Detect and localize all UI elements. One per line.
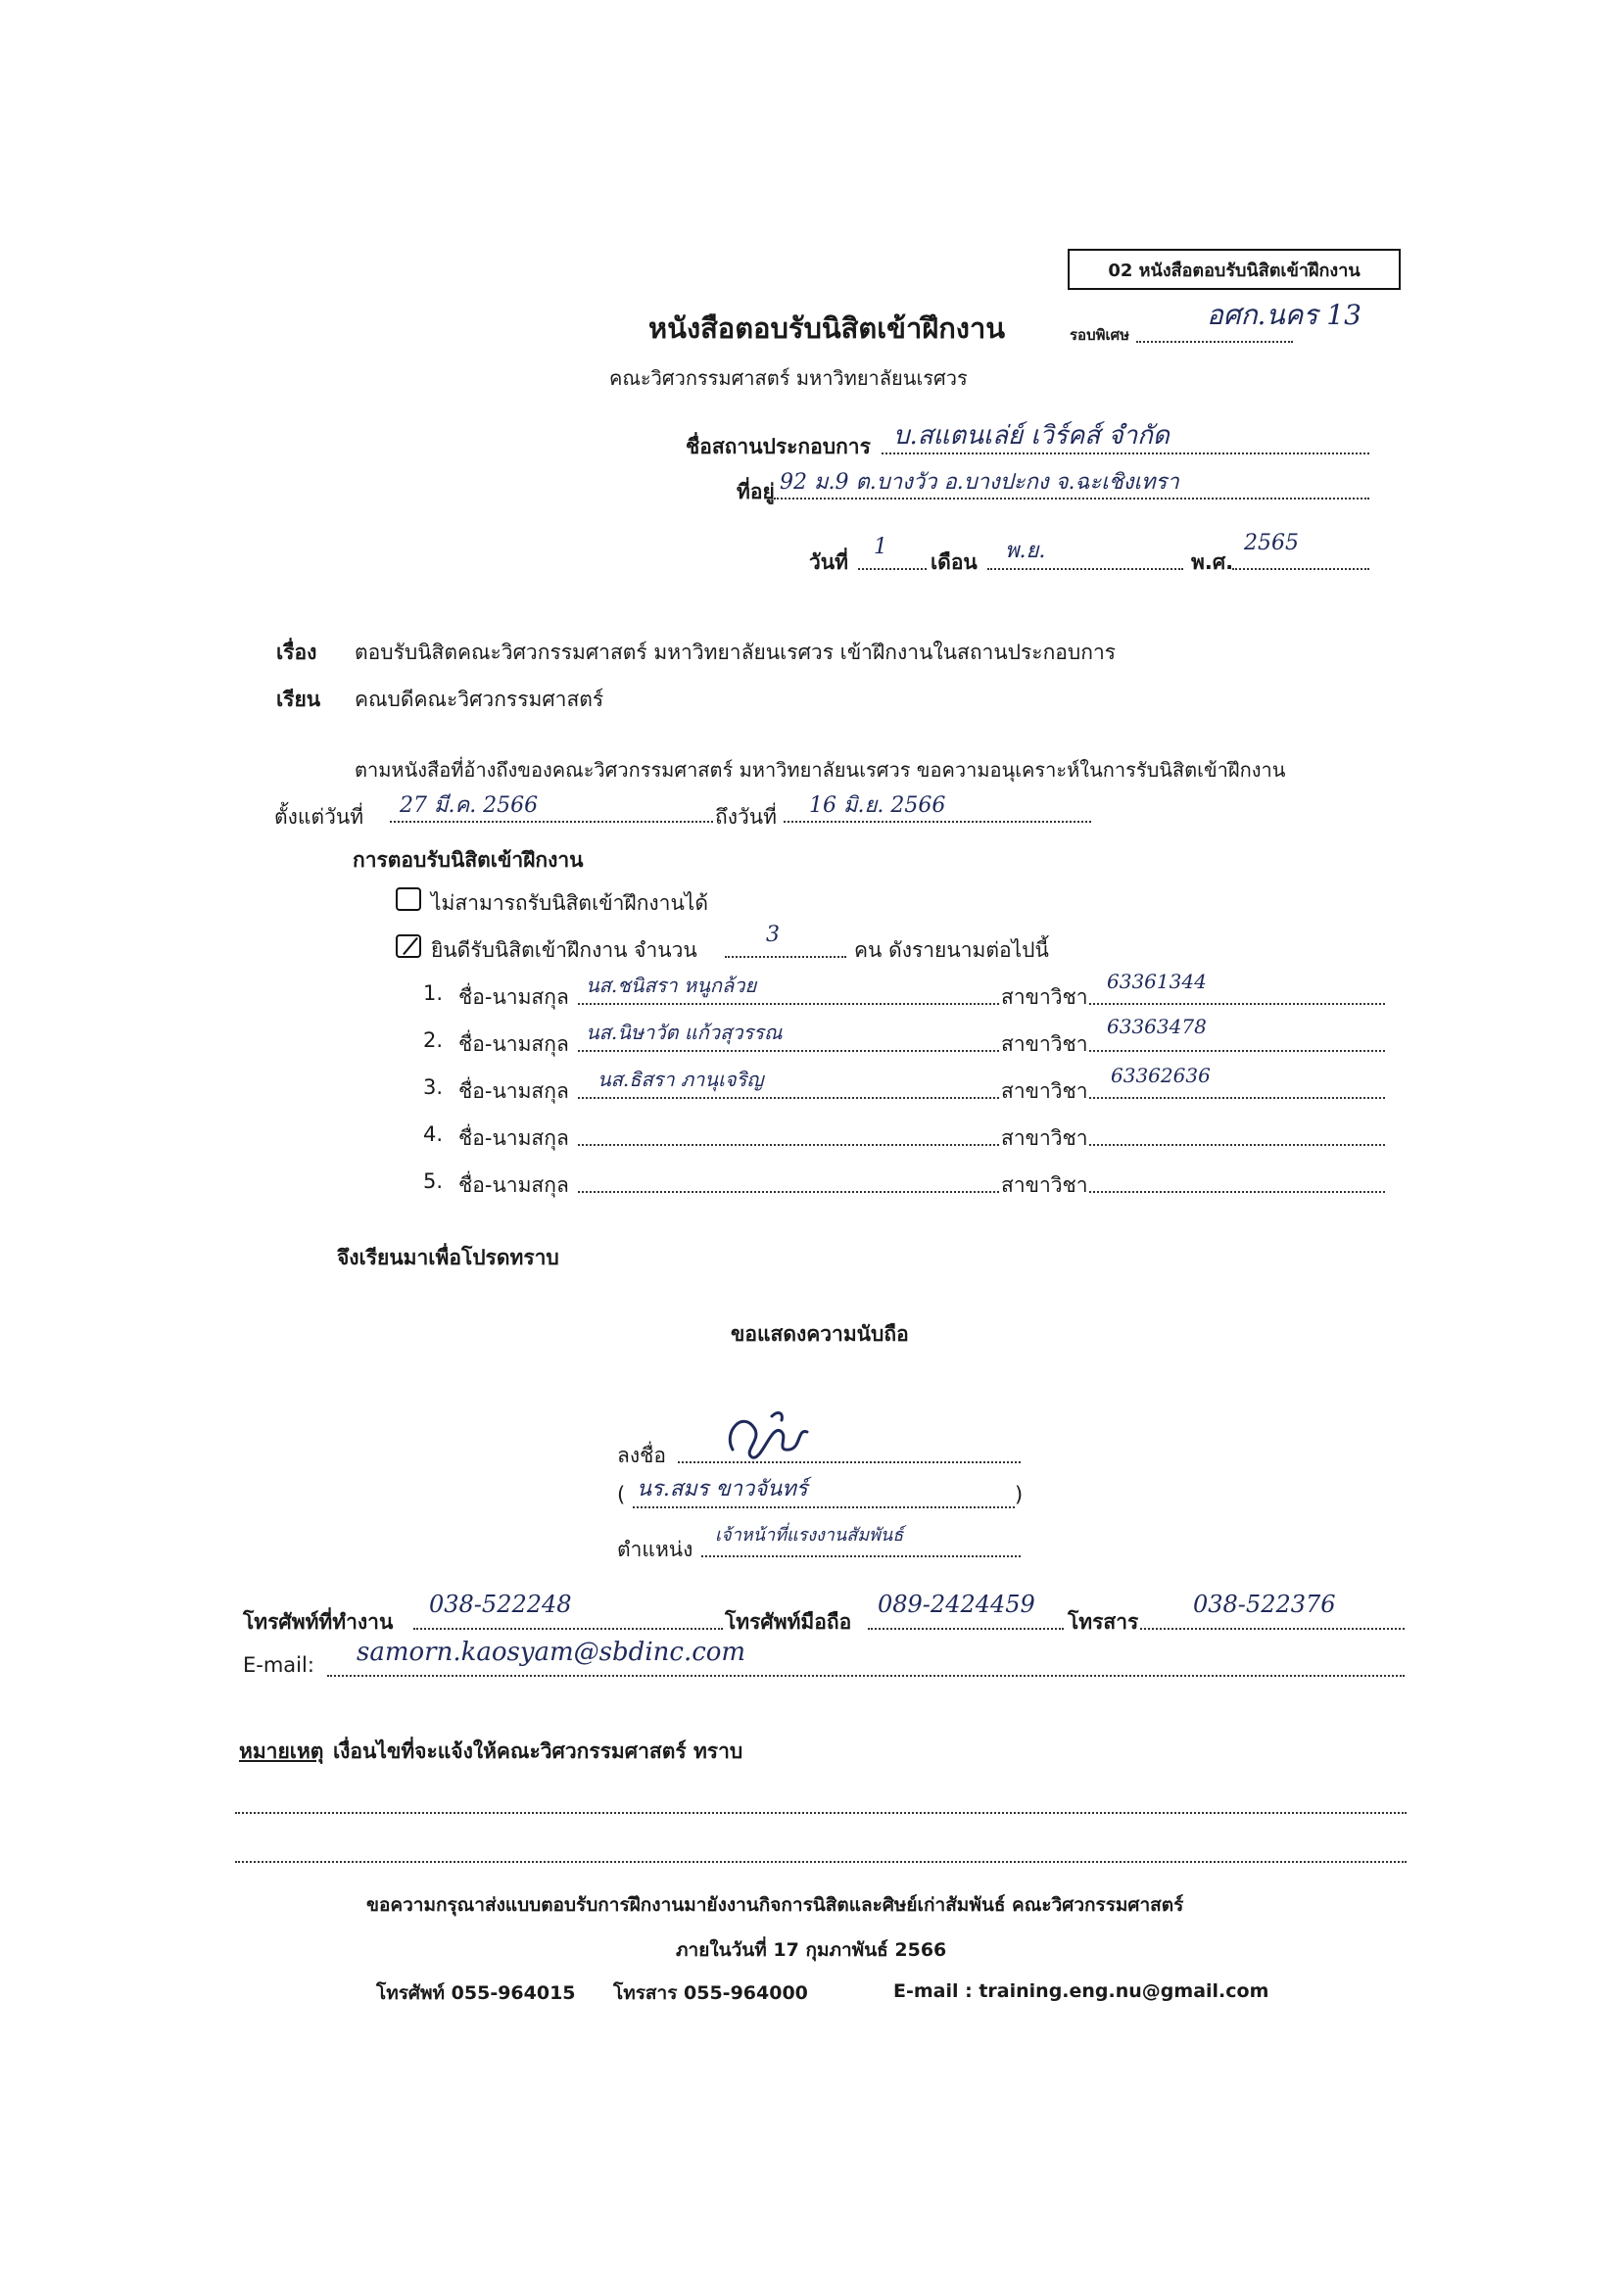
regards-text: ขอแสดงความนับถือ (731, 1322, 909, 1346)
accept-checkbox[interactable] (396, 934, 421, 958)
student-major-value: 63363478 (1107, 1015, 1207, 1038)
form-code-badge: 02 หนังสือตอบรับนิสิตเข้าฝึกงาน (1068, 249, 1401, 290)
sign-label: ลงชื่อ (617, 1444, 666, 1467)
period-to-label: ถึงวันที่ (715, 805, 777, 829)
reject-checkbox[interactable] (396, 887, 421, 911)
fax-value: 038-522376 (1193, 1591, 1336, 1618)
date-year-label: พ.ศ. (1191, 550, 1234, 574)
date-day-label: วันที่ (809, 550, 848, 574)
company-name-label: ชื่อสถานประกอบการ (686, 435, 871, 458)
student-name-label: ชื่อ-นามสกุล (458, 1173, 569, 1197)
student-name-label: ชื่อ-นามสกุล (458, 1079, 569, 1103)
student-name-value: นส.ชนิสรา หนูกล้วย (586, 974, 757, 997)
footer-line-2: ภายในวันที่ 17 กุมภาพันธ์ 2566 (676, 1939, 947, 1961)
period-from-label: ตั้งแต่วันที่ (274, 805, 364, 829)
student-major-label: สาขาวิชา (1001, 1126, 1088, 1150)
period-to-value: 16 มิ.ย. 2566 (809, 793, 946, 818)
office-phone-label: โทรศัพท์ที่ทำงาน (243, 1610, 394, 1634)
date-month-value: พ.ย. (1005, 539, 1046, 563)
date-day-dotline (858, 568, 927, 570)
office-phone-value: 038-522248 (429, 1591, 572, 1618)
student-no: 5. (423, 1169, 444, 1193)
position-label: ตำแหน่ง (617, 1538, 693, 1561)
student-name-value: นส.ธิสรา ภานุเจริญ (597, 1068, 764, 1091)
student-major-label: สาขาวิชา (1001, 1079, 1088, 1103)
ref-label: รอบพิเศษ (1070, 326, 1130, 344)
email-dotline (327, 1675, 1405, 1677)
student-major-dotline (1089, 1050, 1385, 1052)
student-major-label: สาขาวิชา (1001, 1032, 1088, 1056)
footer-phone: โทรศัพท์ 055-964015 (376, 1982, 576, 2004)
response-heading: การตอบรับนิสิตเข้าฝึกงาน (353, 848, 584, 872)
page-title: หนังสือตอบรับนิสิตเข้าฝึกงาน (648, 311, 1006, 345)
accept-count-value: 3 (766, 923, 780, 947)
position-dotline (701, 1555, 1021, 1557)
to-text: คณบดีคณะวิศวกรรมศาสตร์ (355, 688, 604, 711)
footer-fax: โทรสาร 055-964000 (613, 1982, 808, 2004)
position-value: เจ้าหน้าที่แรงงานสัมพันธ์ (715, 1525, 904, 1546)
reject-option-label: ไม่สามารถรับนิสิตเข้าฝึกงานได้ (431, 891, 709, 915)
signer-close-paren: ) (1015, 1483, 1024, 1506)
student-no: 2. (423, 1028, 444, 1052)
email-label: E-mail: (243, 1653, 314, 1677)
fax-label: โทรสาร (1068, 1610, 1139, 1634)
ref-dotline (1136, 341, 1293, 343)
student-name-dotline (578, 1097, 999, 1099)
student-no: 4. (423, 1122, 444, 1146)
note-text: เงื่อนไขที่จะแจ้งให้คณะวิศวกรรมศาสตร์ ทราบ (333, 1739, 743, 1763)
to-label: เรียน (276, 688, 321, 711)
date-month-label: เดือน (931, 550, 978, 574)
page-subtitle: คณะวิศวกรรมศาสตร์ มหาวิทยาลัยนเรศวร (609, 366, 968, 390)
accept-count-dotline (725, 956, 846, 958)
footer-line-1: ขอความกรุณาส่งแบบตอบรับการฝึกงานมายังงานกิจการนิสิตและศิษย์เก่าสัมพันธ์ คณะวิศวกรรมศาสตร์ (366, 1894, 1184, 1916)
date-year-dotline (1232, 568, 1369, 570)
student-no: 1. (423, 981, 444, 1005)
period-from-value: 27 มี.ค. 2566 (400, 793, 539, 818)
student-major-dotline (1089, 1191, 1385, 1193)
mobile-value: 089-2424459 (878, 1591, 1035, 1618)
note-label: หมายเหตุ (239, 1739, 324, 1763)
mobile-dotline (868, 1628, 1064, 1630)
email-value: samorn.kaosyam@sbdinc.com (357, 1638, 746, 1667)
signature-image (713, 1403, 821, 1471)
signer-open-paren: ( (617, 1483, 626, 1506)
closing-text: จึงเรียนมาเพื่อโปรดทราบ (337, 1246, 559, 1269)
mobile-label: โทรศัพท์มือถือ (725, 1610, 852, 1634)
student-major-dotline (1089, 1097, 1385, 1099)
student-major-dotline (1089, 1003, 1385, 1005)
student-major-dotline (1089, 1144, 1385, 1146)
body-text: ตามหนังสือที่อ้างถึงของคณะวิศวกรรมศาสตร์ มหาวิทยาลัยนเรศวร ขอความอนุเคราะห์ในการรับนิสิตเข้าฝึกงาน (355, 758, 1286, 782)
student-name-dotline (578, 1050, 999, 1052)
office-phone-dotline (413, 1628, 723, 1630)
company-address-value: 92 ม.9 ต.บางวัว อ.บางปะกง จ.ฉะเชิงเทรา (780, 470, 1179, 495)
subject-text: ตอบรับนิสิตคณะวิศวกรรมศาสตร์ มหาวิทยาลัยนเรศวร เข้าฝึกงานในสถานประกอบการ (355, 641, 1117, 664)
note-line-1 (235, 1812, 1407, 1814)
fax-dotline (1140, 1628, 1405, 1630)
student-major-label: สาขาวิชา (1001, 1173, 1088, 1197)
student-name-dotline (578, 1191, 999, 1193)
footer-email: E-mail : training.eng.nu@gmail.com (893, 1980, 1269, 2002)
company-address-label: ที่อยู่ (737, 480, 775, 503)
company-name-value: บ.สแตนเล่ย์ เวิร์คส์ จำกัด (893, 421, 1170, 451)
date-year-value: 2565 (1244, 531, 1299, 555)
student-major-value: 63361344 (1107, 970, 1207, 993)
student-major-label: สาขาวิชา (1001, 985, 1088, 1009)
accept-option-label: ยินดีรับนิสิตเข้าฝึกงาน จำนวน (431, 938, 697, 962)
student-name-dotline (578, 1003, 999, 1005)
date-month-dotline (987, 568, 1183, 570)
student-name-label: ชื่อ-นามสกุล (458, 1126, 569, 1150)
student-no: 3. (423, 1075, 444, 1099)
ref-value: อศก.นคร 13 (1207, 299, 1361, 331)
student-name-label: ชื่อ-นามสกุล (458, 985, 569, 1009)
student-name-label: ชื่อ-นามสกุล (458, 1032, 569, 1056)
signer-name: นร.สมร ขาวจันทร์ (637, 1477, 808, 1501)
student-name-dotline (578, 1144, 999, 1146)
student-major-value: 63362636 (1111, 1064, 1211, 1087)
student-name-value: นส.นิษาวัต แก้วสุวรรณ (586, 1021, 783, 1044)
note-line-2 (235, 1861, 1407, 1863)
subject-label: เรื่อง (276, 641, 317, 664)
date-day-value: 1 (874, 535, 887, 559)
signer-dotline (633, 1506, 1015, 1508)
accept-suffix: คน ดังรายนามต่อไปนี้ (854, 938, 1049, 962)
